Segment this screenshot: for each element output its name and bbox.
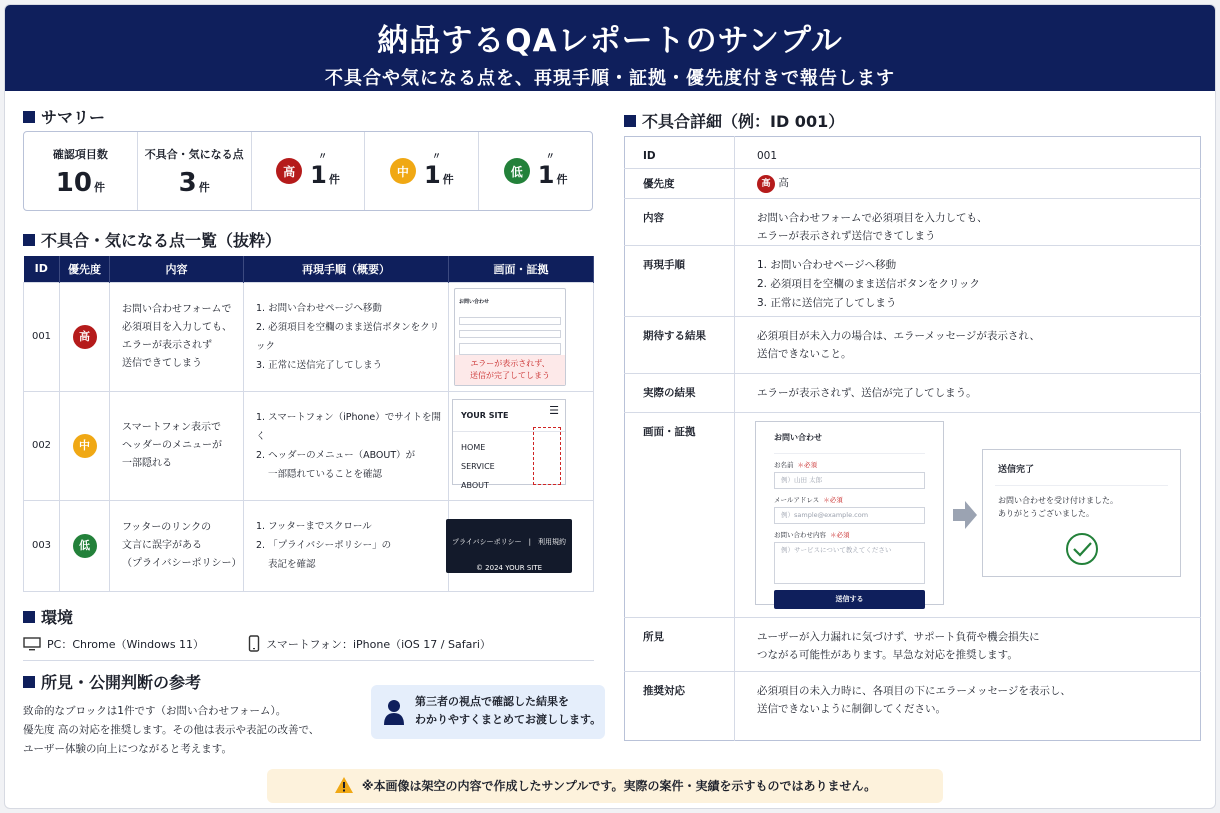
priority-high-badge: 高 — [73, 325, 97, 349]
evidence-cell — [449, 500, 594, 591]
opinion-text: 致命的なブロックは1件です（お問い合わせフォーム）。 優先度 高の対応を推奨します。その他は表示や表記の改善で、 ユーザー体験の向上につながると考えます。 — [23, 705, 320, 755]
table-header-row: ID 優先度 内容 再現手順（概要） 画面・証拠 — [24, 256, 594, 282]
summary-priority-high: 高 〃 1 件 — [252, 132, 366, 210]
evidence-cell — [449, 391, 594, 500]
priority-low-badge: 低 — [504, 158, 530, 184]
highlight-box — [533, 427, 561, 485]
smartphone-icon — [248, 635, 260, 652]
page-header — [5, 5, 1215, 91]
divider — [23, 660, 594, 661]
issue-steps: 1. スマートフォン（iPhone）でサイトを開く 2. ヘッダーのメニュー（ABOUT）が 一部隠れていることを確認 — [244, 391, 449, 500]
detail-row-finding: 所見 ユーザーが入力漏れに気づけず、サポート負荷や機会損失に つながる可能性があります。早急な対応を推奨します。 — [625, 618, 1201, 672]
evidence-form-screenshot: お問い合わせ エラーが表示されず、 送信が完了してしまう — [454, 288, 566, 386]
detail-row-evidence: 画面・証拠 お問い合わせ お名前 ＊必須 例）山田 太郎 メールアドレス ＊必須 例）sample@example.com お問い合わせ内容 ＊必須 例）サービスについて教えてください 送信する 送信完了 お問い合わせを受け付けました。 ありがとうございました。 — [625, 413, 1201, 618]
table-row: 001 高 お問い合わせフォームで 必須項目を入力しても、 エラーが表示されず 送信できてしまう 1. お問い合わせページへ移動 2. 必須項目を空欄のまま送信ボタンをクリック 3. 正常に送信完了してしまう お問い合わせ エラーが表示されず、 送信が完了してしまう — [24, 282, 594, 391]
monitor-icon — [23, 637, 41, 651]
evidence-complete-screenshot: 送信完了 お問い合わせを受け付けました。 ありがとうございました。 — [982, 449, 1181, 577]
page-subtitle: 不具合や気になる点を、再現手順・証拠・優先度付きで報告します — [325, 68, 895, 89]
detail-row-priority: 優先度 高 高 — [625, 169, 1201, 199]
evidence-nav-screenshot: YOUR SITE ☰ HOME SERVICE ABOUT — [452, 399, 566, 485]
square-icon — [23, 234, 35, 246]
hamburger-icon: ☰ — [549, 403, 559, 417]
error-caption: エラーが表示されず、 送信が完了してしまう — [455, 355, 565, 385]
issue-table — [23, 256, 594, 592]
detail-row-expected: 期待する結果 必須項目が未入力の場合は、エラーメッセージが表示され、 送信できないこと。 — [625, 317, 1201, 374]
issue-content: スマートフォン表示で ヘッダーのメニューが 一部隠れる — [110, 391, 244, 500]
issue-steps: 1. お問い合わせページへ移動 2. 必須項目を空欄のまま送信ボタンをクリック 3. 正常に送信完了してしまう — [244, 282, 449, 391]
opinion-heading: 所見・公開判断の参考 — [23, 670, 201, 693]
callout-box: 第三者の視点で確認した結果を わかりやすくまとめてお渡しします。 — [371, 685, 605, 739]
issue-list-heading: 不具合・気になる点一覧（抜粋） — [23, 228, 281, 251]
arrow-right-icon — [953, 501, 977, 529]
square-icon — [624, 115, 636, 127]
report-sheet — [4, 4, 1216, 809]
disclaimer-notice: ※本画像は架空の内容で作成したサンプルです。実際の案件・実績を示すものではありません。 — [267, 769, 943, 803]
environment-list — [23, 635, 491, 652]
detail-table — [624, 136, 1201, 741]
square-icon — [23, 111, 35, 123]
summary-issues: 不具合・気になる点 3 件 — [138, 132, 252, 210]
detail-row-recommend: 推奨対応 必須項目の未入力時に、各項目の下にエラーメッセージを表示し、 送信できないように制御してください。 — [625, 672, 1201, 741]
issue-content: お問い合わせフォームで 必須項目を入力しても、 エラーが表示されず 送信できてしまう — [110, 282, 244, 391]
environment-pc: PC：Chrome（Windows 11） — [23, 636, 204, 652]
person-icon — [383, 699, 405, 725]
summary-priority-mid: 中 〃 1 件 — [365, 132, 479, 210]
detail-row-content: 内容 お問い合わせフォームで必須項目を入力しても、 エラーが表示されず送信できてしまう — [625, 199, 1201, 246]
detail-row-id: ID 001 — [625, 137, 1201, 169]
summary-total: 確認項目数 10 件 — [24, 132, 138, 210]
priority-high-badge: 高 — [276, 158, 302, 184]
priority-mid-badge: 中 — [73, 434, 97, 458]
environment-heading: 環境 — [23, 605, 73, 628]
priority-mid-badge: 中 — [390, 158, 416, 184]
priority-low-badge: 低 — [73, 534, 97, 558]
detail-row-steps: 再現手順 1. お問い合わせページへ移動 2. 必須項目を空欄のまま送信ボタンをクリック 3. 正常に送信完了してしまう — [625, 246, 1201, 317]
issue-steps: 1. フッターまでスクロール 2. 「プライバシーポリシー」の 表記を確認 — [244, 500, 449, 591]
issue-content: フッターのリンクの 文言に誤字がある （プライバシーポリシー） — [110, 500, 244, 591]
square-icon — [23, 676, 35, 688]
summary-heading: サマリー — [23, 105, 105, 128]
evidence-form-screenshot: お問い合わせ お名前 ＊必須 例）山田 太郎 メールアドレス ＊必須 例）sample@example.com お問い合わせ内容 ＊必須 例）サービスについて教えてください 送信する — [755, 421, 944, 605]
warning-icon — [334, 776, 354, 794]
square-icon — [23, 611, 35, 623]
evidence-cell — [449, 282, 594, 391]
summary-card — [23, 131, 593, 211]
priority-high-badge: 高 — [757, 175, 775, 193]
summary-priority-low: 低 〃 1 件 — [479, 132, 592, 210]
submit-button: 送信する — [774, 590, 925, 609]
page-title: 納品するQAレポートのサンプル — [377, 23, 843, 59]
evidence-footer-screenshot: プライバシーポリシー | 利用規約 © 2024 YOUR SITE — [446, 519, 572, 573]
detail-row-actual: 実際の結果 エラーが表示されず、送信が完了してしまう。 — [625, 374, 1201, 413]
evidence-area — [735, 413, 1201, 618]
check-circle-icon — [1065, 532, 1099, 566]
environment-smartphone: スマートフォン：iPhone（iOS 17 / Safari） — [248, 635, 491, 652]
detail-heading: 不具合詳細（例：ID 001） — [624, 109, 844, 132]
table-row: 002 中 スマートフォン表示で ヘッダーのメニューが 一部隠れる 1. スマートフォン（iPhone）でサイトを開く 2. ヘッダーのメニュー（ABOUT）が 一部隠れていることを確認 YOUR SITE ☰ HOME SERVICE ABOUT — [24, 391, 594, 500]
table-row: 003 低 フッターのリンクの 文言に誤字がある （プライバシーポリシー） 1. フッターまでスクロール 2. 「プライバシーポリシー」の 表記を確認 プライバシーポリシー | 利用規約 © 2024 YOUR SITE — [24, 500, 594, 591]
